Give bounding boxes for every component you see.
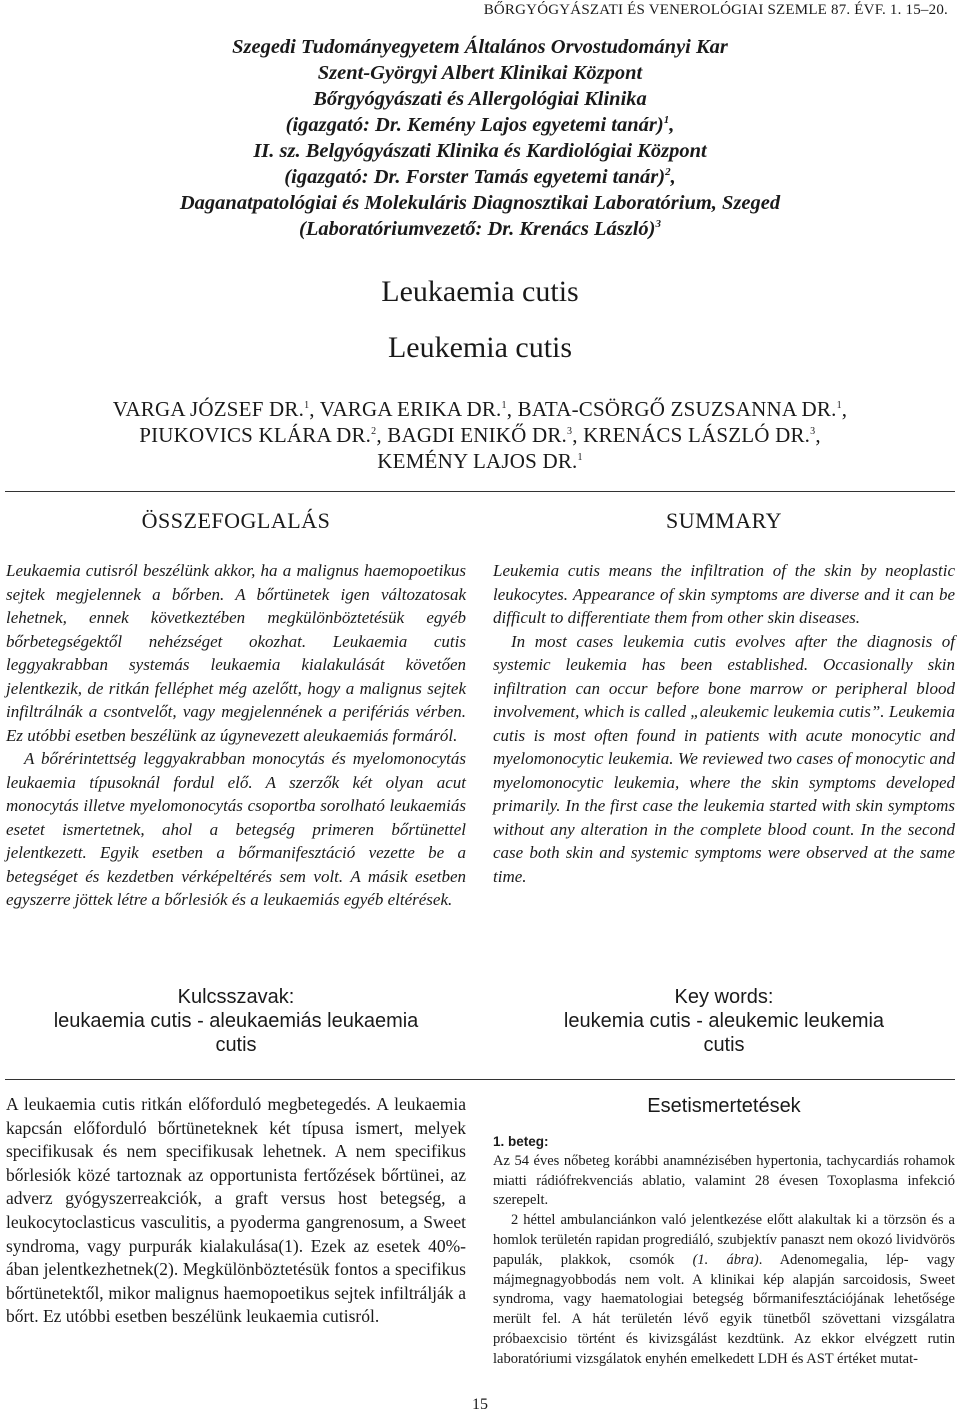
divider [5,491,955,492]
affiliation-line: (Laboratóriumvezető: Dr. Krenács László)$^3$ [299,218,661,240]
author-line: PIUKOVICS KLÁRA DR.$^2$, BAGDI ENIKŐ DR.$^3$, KRENÁCS LÁSZLÓ DR.$^3$, [139,423,821,447]
page-number: 15 [472,1396,488,1413]
summary-en-heading: SUMMARY [666,508,782,533]
keywords-line: leukaemia cutis - aleukaemiás leukaemia [53,1010,419,1032]
author-line: KEMÉNY LAJOS DR.$^1$ [377,449,583,473]
paragraph: Leukemia cutis means the infiltration of the skin by neoplastic leukocytes. Appearance of skin symptoms are diverse and it can be difficult to differentiate them from other skin diseases. [493,561,955,627]
case-reports-heading: Esetismertetések [647,1095,801,1117]
keywords-hu [6,985,466,1057]
divider [5,1079,955,1080]
paragraph: Leukaemia cutisról beszélünk akkor, ha a malignus haemopoetikus sejtek megjelennek a bőrben. A bőrtünetek igen változatosak lehetnek, ennek következtében megkülönböztetésük egyéb bőrbetegségektől nehézséget okozhat. Leukaemia cutis leggyakrabban systemás leukaemia kialakulását követően jelentkezik, de ritkán felléphet még azelőtt, hogy a malignus sejtek infiltrálnák a csontvelőt, vagy megjelennének a perifériás vérben. Ez utóbbi esetben beszélünk az úgynevezett aleukaemiás formáról. [6,561,466,745]
summary-hu-body [6,559,466,912]
running-head: BŐRGYÓGYÁSZATI ÉS VENEROLÓGIAI SZEMLE 87. ÉVF. 1. 15–20. [483,2,948,18]
keywords-en [493,985,955,1057]
paragraph: A leukaemia cutis ritkán előforduló megbetegedés. A leukaemia kapcsán előforduló bőrtüneteknek két típusa ismert, melyek specifikusak és nem specifikusak lehetnek. A nem specifikus bőrlesiók közé tartoznak az opportunista fertőzések bőrtünei, az adverz gyógyszerreakciók, a graft versus host betegség, a leukocytoclasticus vasculitis, a pyoderma gangrenosum, a Sweet syndroma, vagy purpurák kialakulása(1). Ezek az esetek 40%-ában jelentkezhetnek(2). Megkülönböztetésük fontos a specifikus bőrtünetektől, mikor malignus haemopoetikus sejtek infiltrálják a bőrt. Ez utóbbi esetben beszélünk leukaemia cutisról. [6,1094,466,1327]
title-hungarian: Leukaemia cutis [381,275,579,308]
paragraph: A bőrérintettség leggyakrabban monocytás és myelomonocytás leukaemia típusoknál fordul elő. A szerzők két olyan acut monocytás illetve myelomonocytás csoportba sorolható leukaemiás esetet ismertetnek, ahol a betegség primeren bőrtünettel jelentkezett. Egyik esetben a bőrmanifesztáció vezette be a betegséget és kezdetben vérképeltérés sem volt. A másik esetben egyszerre jöttek létre a bőrlesiók és a leukaemiás egyéb eltérések. [6,749,466,909]
title-english: Leukemia cutis [387,331,573,364]
paragraph: 2 héttel ambulanciánkon való jelentkezése előtt alakultak ki a törzsön és a homlok területén rapidan progrediáló, szubjektív panaszt nem okozó lividvörös papulák, plakkok, csomók (1. ábra). Adenomegalia, lép- vagy májmegnagyobbodás nem volt. A klinikai kép alapján sarcoidosis, Sweet syndroma, vagy haematologiai betegség bőrmanifesztációjának lehetősége merült fel. A hát területén lévő egyik tünetből szövettani vizsgálatra próbaexcisio történt és kivizsgálást kezdtünk. Az ekkor elvégzett rutin laboratóriumi vizsgálatok enyhén emelkedett LDH és AST értéket mutat- [493,1212,955,1367]
figure-reference: (1. ábra) [692,1251,759,1268]
introduction [6,1093,466,1329]
summary-en-body [493,559,955,888]
keywords-line: cutis [215,1034,257,1056]
case-reports-body [493,1132,955,1370]
keywords-label: Kulcsszavak: [177,986,295,1008]
paragraph: Az 54 éves nőbeteg korábbi anamnézisében hypertonia, tachycardiás rohamok miatti rádiófrekvenciás ablatio, valamint 28 évesen Toxoplasma infekció szerepelt. [493,1152,955,1209]
summary-hu-heading: ÖSSZEFOGLALÁS [141,508,331,533]
affiliation-line: Szegedi Tudományegyetem Általános Orvostudományi Kar [232,36,728,58]
affiliations [0,34,960,242]
patient-label: 1. beteg: [493,1134,549,1149]
affiliation-line: (igazgató: Dr. Forster Tamás egyetemi tanár)$^2$, [284,166,676,188]
affiliation-line: (igazgató: Dr. Kemény Lajos egyetemi tanár)$^1$, [285,114,675,136]
author-list [0,396,960,474]
keywords-line: leukemia cutis - aleukemic leukemia [563,1010,885,1032]
author-line: VARGA JÓZSEF DR.$^1$, VARGA ERIKA DR.$^1$, BATA-CSÖRGŐ ZSUZSANNA DR.$^1$, [112,397,848,421]
affiliation-line: Szent-Györgyi Albert Klinikai Központ [317,62,643,84]
keywords-label: Key words: [674,986,774,1008]
keywords-line: cutis [703,1034,745,1056]
affiliation-line: Daganatpatológiai és Molekuláris Diagnosztikai Laboratórium, Szeged [179,192,781,214]
paragraph: In most cases leukemia cutis evolves after the diagnosis of systemic leukemia has been established. Occasionally skin infiltration can occur before bone marrow or peripheral blood involvement, which is called „aleukemic leukemia cutis”. Leukemia cutis is most often found in patients with acute monocytic and myelomonocytic leukemia. We reviewed two cases of monocytic and myelomonocytic leukemia, where the skin symptoms developed primarily. In the first case the leukemia started with skin symptoms without any alteration in the complete blood count. In the second case both skin and systemic symptoms were observed at the same time. [493,631,955,886]
affiliation-line: Bőrgyógyászati és Allergológiai Klinika [313,88,647,110]
affiliation-line: II. sz. Belgyógyászati Klinika és Kardiológiai Központ [253,140,707,162]
